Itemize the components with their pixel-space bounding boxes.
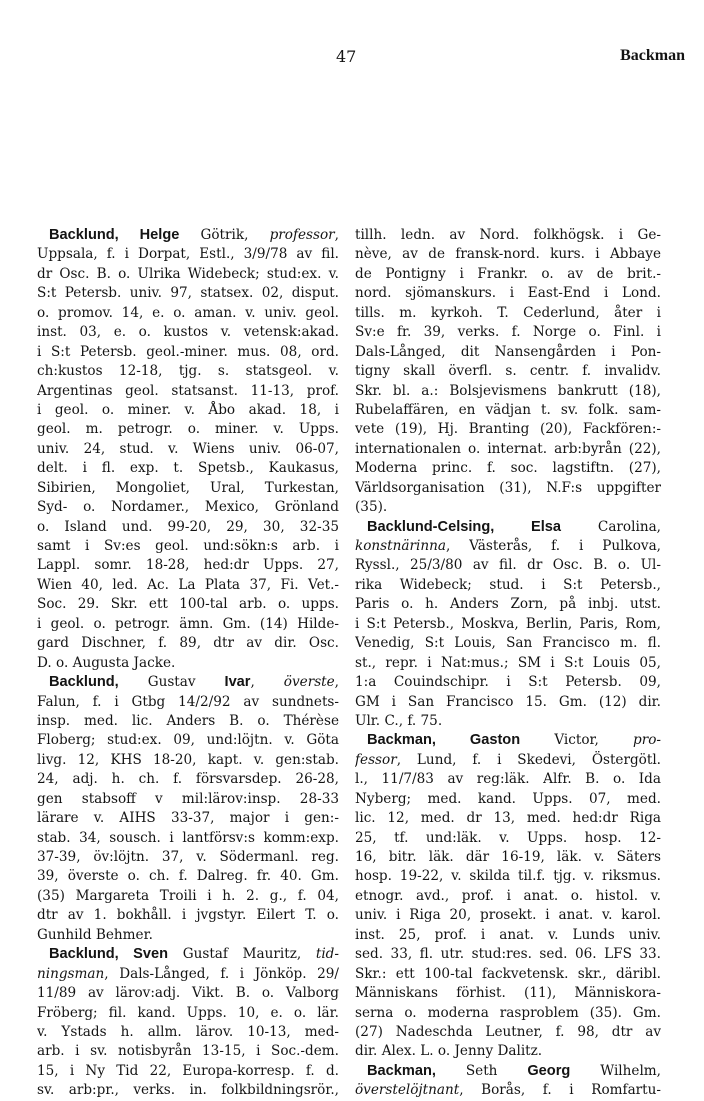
entry-line: lärare v. AIHS 33-37, major i gen:- [37,810,339,827]
entry-line: S:t Petersb. univ. 97, statsex. 02, disput. [37,285,339,302]
entry-line: dir. Alex. L. o. Jenny Dalitz. [355,1043,543,1060]
entry-line: dtr av 1. bokhåll. i jvgstyr. Eilert T. o. [37,907,339,924]
entry-line: Fröberg; fil. kand. Upps. 10, e. o. lär. [37,1004,339,1021]
entry-line: Skr. bl. a.: Bolsjevismens bankrutt (18), [355,382,661,399]
entry-line: nord. sjömanskurs. i East-End i Lond. [355,285,661,302]
entry-line: Dals-Långed, dit Nansengården i Pon- [355,343,661,360]
entry-line: sv. arb:pr., verks. in. folkbildningsrör., [37,1082,339,1099]
entry-line: de Pontigny i Frankr. o. av de brit.- [355,265,661,282]
entry-line: konstnärinna, Västerås, f. i Pulkova, [355,538,661,554]
occupation-part: ningsman [37,965,105,982]
entry-line: Lappl. somr. 18-28, hed:dr Upps. 27, [37,557,339,574]
entry-line: samt i Sv:es geol. und:sökn:s arb. i [37,538,339,554]
entry-line: Moderna princ. f. soc. lagstiftn. (27), [355,460,661,477]
entry-line: Wien 40, led. Ac. La Plata 37, Fi. Vet.- [37,576,339,593]
entry-line: fessor, Lund, f. i Skedevi, Östergötl. [355,751,661,768]
entry-line: Uppsala, f. i Dorpat, Estl., 3/9/78 av fil. [37,246,339,263]
entry-line: o. Island und. 99-20, 29, 30, 32-35 [37,518,339,535]
entry-line: inst. 25, prof. i anat. v. Lunds univ. [355,926,661,943]
entry-line: Floberg; stud:ex. 09, und:löjtn. v. Göta [37,732,339,749]
entry-line: internationalen o. internat. arb:byrån (22), [355,440,661,457]
entry-line: Rubelaffären, en vädjan t. sv. folk. sam- [355,401,661,418]
entry-line: överstelöjtnant, Borås, f. i Romfartu- [355,1082,661,1099]
entry-line: stab. 34, sousch. i lantförsv:s komm:exp. [37,829,339,846]
entry-line: o. promov. 14, e. o. aman. v. univ. geol. [37,304,339,321]
entry-line: (27) Nadeschda Leutner, f. 98, dtr av [355,1023,661,1040]
entry-line: 39, överste o. ch. f. Dalreg. fr. 40. Gm. [37,868,339,885]
headword: Backlund, [49,674,119,691]
entry-line: 16, bitr. läk. där 16-19, läk. v. Säters [355,849,661,865]
entry-line: Paris o. h. Anders Zorn, på inbj. utst. [355,596,661,613]
entry-line: D. o. Augusta Jacke. [37,654,176,671]
entry-line: univ. i Riga 20, prosekt. i anat. v. karol. [355,907,661,924]
entry-line: livg. 12, KHS 18-20, kapt. v. gen:stab. [37,751,339,768]
entry-line: nève, av de fransk-nord. kurs. i Abbaye [355,246,661,263]
entry-line: Soc. 29. Skr. ett 100-tal arb. o. upps. [37,596,339,613]
entry-line: Falun, f. i Gtbg 14/2/92 av sundnets- [37,693,339,710]
entry-line: tills. m. kyrkoh. T. Cederlund, åter i [355,304,661,321]
entry-line: delt. i fl. exp. t. Spetsb., Kaukasus, [37,460,339,477]
headword: Backman, [367,1062,436,1079]
entry-line: gen stabsoff v mil:lärov:insp. 28-33 [37,790,339,807]
entry-headline: Backman, Seth Georg Wilhelm, [367,1062,661,1079]
entry-line: Gunhild Behmer. [37,926,153,943]
entry-line: Syd- o. Nordamer., Mexico, Grönland [37,499,339,516]
headword: Backlund, Helge [49,227,180,243]
occupation-part: pro- [633,732,661,749]
entry-line: geol. m. petrogr. o. miner. v. Upps. [37,421,339,438]
text-column-left [37,226,339,1101]
entry-line: hosp. 19-22, v. skilda til.f. tjg. v. riksmus. [355,868,661,885]
occupation: överste [283,674,335,691]
entry-line: Världsorganisation (31), N.F:s uppgifter [355,479,661,496]
entry-line: tigny skall överfl. s. centr. f. invalidv. [355,363,661,380]
entry-line: Ryssl., 25/3/80 av fil. dr Osc. B. o. Ul- [355,557,661,574]
occupation: överstelöjtnant [355,1082,460,1099]
entry-line: sed. 33, fl. utr. stud:res. sed. 06. LFS 33. [355,946,661,963]
entry-line: lic. 12, med. dr 13, med. hed:dr Riga [355,810,661,827]
entry-line: dr Osc. B. o. Ulrika Widebeck; stud:ex. v. [37,265,339,282]
entry-line: Skr.: ett 100-tal fackvetensk. skr., däribl. [355,965,661,982]
entry-line: 15, i Ny Tid 22, Europa-korresp. f. d. [37,1062,339,1079]
entry-line: Venedig, S:t Louis, San Francisco m. fl. [355,635,661,652]
entry-line: v. Ystads h. allm. lärov. 10-13, med- [37,1023,339,1040]
page-number: 47 [336,47,357,66]
entry-line: i geol. o. miner. v. Åbo akad. 18, i [37,401,339,418]
entry-line: (35) Margareta Troili i h. 2. g., f. 04, [37,887,339,904]
running-head: Backman [620,47,685,64]
entry-headline: Backman, Gaston Victor, pro- [367,732,661,749]
text-column-right [355,226,661,1101]
entry-line: Nyberg; med. kand. Upps. 07, med. [355,790,661,807]
entry-line: 11/89 av lärov:adj. Vikt. B. o. Valborg [37,985,339,1002]
entry-headline: Backlund-Celsing, Elsa Carolina, [367,518,661,535]
entry-line: 24, adj. h. ch. f. försvarsdep. 26-28, [37,771,339,788]
entry-line: rika Widebeck; stud. i S:t Petersb., [355,576,661,593]
entry-line: ch:kustos 12-18, tjg. s. statsgeol. v. [37,363,339,380]
entry-line: univ. 24, stud. v. Wiens univ. 06-07, [37,440,339,457]
entry-line: tillh. ledn. av Nord. folkhögsk. i Ge- [355,227,661,243]
entry-line: i geol. o. petrogr. ämn. Gm. (14) Hilde- [37,615,339,632]
entry-line: l., 11/7/83 av reg:läk. Alfr. B. o. Ida [355,771,661,788]
entry-line: 37-39, öv:löjtn. 37, v. Södermanl. reg. [37,849,339,865]
occupation-part: tid- [315,946,339,963]
headword: Backman, Gaston [367,732,521,749]
entry-line: Ulr. C., f. 75. [355,712,443,729]
entry-line: vete (19), Hj. Branting (20), Fackfören:- [355,421,661,438]
entry-line: ningsman, Dals-Långed, f. i Jönköp. 29/ [37,965,339,982]
entry-line: (35). [355,499,388,516]
entry-line: i S:t Petersb. geol.-miner. mus. 08, ord. [37,343,339,360]
entry-line: 1:a Couindschipr. i S:t Petersb. 09, [355,674,661,691]
headword-part: Ivar [224,674,251,691]
entry-line: inst. 03, e. o. kustos v. vetensk:akad. [37,324,339,341]
entry-line: 25, tf. und:läk. v. Upps. hosp. 12- [355,829,661,846]
entry-line: gard Dischner, f. 89, dtr av dir. Osc. [37,635,339,652]
entry-line: i S:t Petersb., Moskva, Berlin, Paris, Rom, [355,615,661,632]
entry-headline: Backlund, Sven Gustaf Mauritz, tid- [49,946,339,963]
entry-line: Sv:e fr. 39, verks. f. Norge o. Finl. i [355,324,661,341]
occupation: professor [269,227,335,243]
entry-line: arb. i sv. notisbyrån 13-15, i Soc.-dem. [37,1043,339,1060]
headword: Backlund, Sven [49,946,169,963]
headword-part: Georg [527,1062,571,1079]
entry-line: GM i San Francisco 15. Gm. (12) dir. [355,693,661,710]
entry-headline: Backlund, Gustav Ivar, överste, [49,674,339,691]
entry-line: st., repr. i Nat:mus.; SM i S:t Louis 05, [355,654,661,671]
entry-line: Sibirien, Mongoliet, Ural, Turkestan, [37,479,339,496]
entry-headline: Backlund, Helge Götrik, professor, [49,227,339,243]
entry-line: Argentinas geol. statsanst. 11-13, prof. [37,382,339,399]
occupation: konstnärinna [355,538,446,554]
occupation-part: fessor [355,751,397,768]
entry-line: insp. med. lic. Anders B. o. Thérèse [37,712,339,729]
entry-line: serna o. moderna rasproblem (35). Gm. [355,1004,661,1021]
entry-line: etnogr. avd., prof. i anat. o. histol. v. [355,887,661,904]
entry-line: Människans förhist. (11), Människora- [355,985,661,1002]
headword: Backlund-Celsing, Elsa [367,518,561,535]
